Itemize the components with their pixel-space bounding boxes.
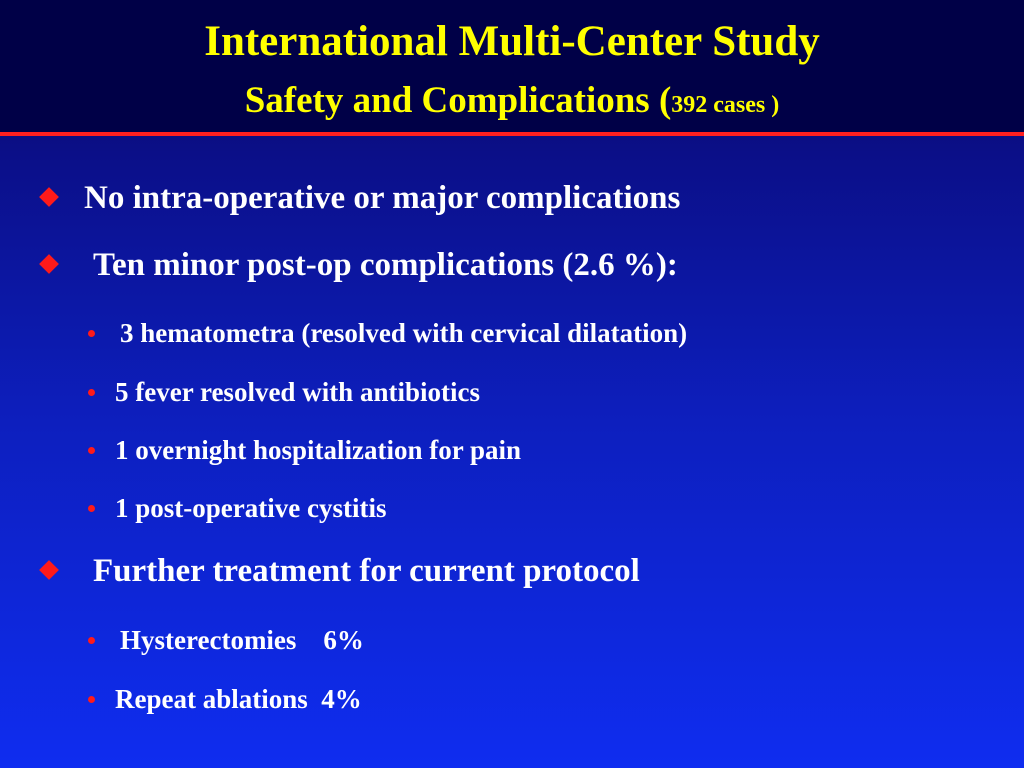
dot-bullet-icon — [88, 389, 95, 396]
subtitle-main: Safety and Complications ( — [244, 80, 672, 121]
diamond-bullet-icon — [39, 560, 59, 580]
dot-bullet-icon — [88, 696, 95, 703]
diamond-bullet-icon — [39, 254, 59, 274]
dot-bullet-icon — [88, 447, 95, 454]
slide-subtitle — [0, 78, 1024, 128]
sub-bullet-repeat-ablations: Repeat ablations 4% — [115, 684, 362, 714]
slide-title: International Multi-Center Study — [204, 18, 820, 65]
diamond-bullet-icon — [39, 187, 59, 207]
subtitle-case-count: 392 cases ) — [671, 92, 780, 118]
dot-bullet-icon — [88, 330, 95, 337]
sub-bullet-hysterectomies: Hysterectomies 6% — [120, 625, 364, 655]
bullet-no-major-complications: No intra-operative or major complications — [84, 180, 681, 216]
sub-bullet-hematometra: 3 hematometra (resolved with cervical dilatation) — [120, 318, 688, 348]
sub-bullet-cystitis: 1 post-operative cystitis — [115, 493, 387, 523]
dot-bullet-icon — [88, 505, 95, 512]
dot-bullet-icon — [88, 637, 95, 644]
bullet-minor-complications: Ten minor post-op complications (2.6 %): — [93, 247, 678, 283]
title-divider — [0, 132, 1024, 136]
sub-bullet-hospitalization: 1 overnight hospitalization for pain — [115, 435, 522, 465]
bullet-further-treatment: Further treatment for current protocol — [93, 553, 640, 589]
sub-bullet-fever: 5 fever resolved with antibiotics — [115, 377, 480, 407]
